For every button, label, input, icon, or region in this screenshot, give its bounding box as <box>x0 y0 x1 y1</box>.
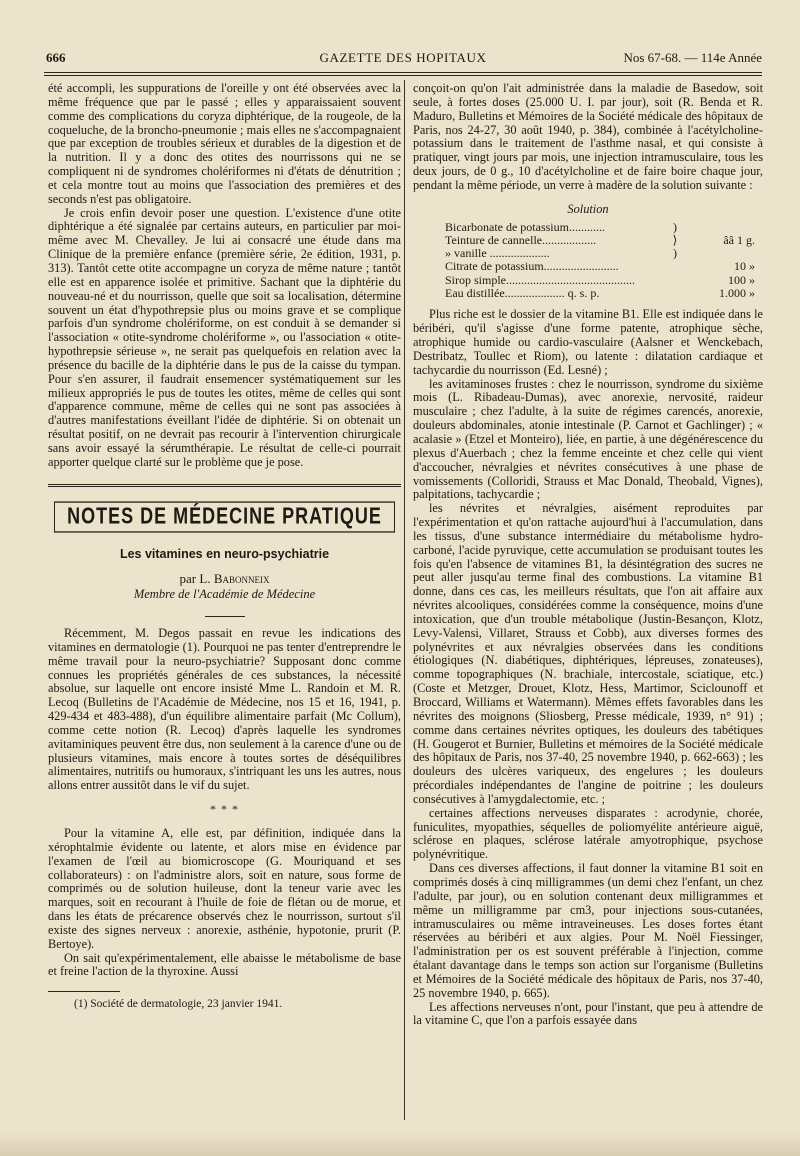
solution-row <box>445 247 755 260</box>
left-column <box>48 82 401 1011</box>
ingredient-name: » vanille .................... <box>445 246 550 261</box>
paragraph: On sait qu'expérimentalement, elle abaisse le métabolisme de base et freine l'action de la thyroxine. Aussi <box>48 950 401 979</box>
page-edge <box>0 1132 800 1156</box>
author-name: Babonneix <box>213 571 270 587</box>
header-rule <box>44 72 762 73</box>
paragraph: certaines affections nerveuses disparates : acrodynie, chorée, funiculites, myopathies, séquelles de poliomyélite antérieure aiguë, sclérose en plaques, sclérose latérale amyotrophique, psychose polynévritique. <box>413 805 763 862</box>
ingredient-quantity <box>681 247 755 260</box>
header-rule-2 <box>44 75 762 76</box>
solution-row <box>445 287 755 300</box>
solution-row <box>445 221 755 234</box>
ingredient-name: Teinture de cannelle.................. <box>445 232 597 247</box>
paragraph: Plus riche est le dossier de la vitamine B1. Elle est indiquée dans le béribéri, qu'il s'agisse d'une forme patente, atrophique sèche, atrophique humide ou cardio-vasculaire (Aalsner et Wenckebach, Destribatz, Toullec et Riom), ou latente : dilatation cardiaque et tachycardie du nourrisson (Ed. Lesné) ; <box>413 307 763 377</box>
solution-row <box>445 234 755 247</box>
ingredient-quantity: ââ 1 g. <box>723 232 755 247</box>
ingredient-quantity: 10 » <box>734 259 755 274</box>
paragraph: Je crois enfin devoir poser une question. L'existence d'une otite diphtérique a été signalée par certains auteurs, en particulier par moi-même avec M. Chevalley. Je lui ai consacré une étude dans ma Clinique de la première enfance (première série, 2e édition, 1931, p. 313). Tantôt cette otite accompagne un coryza de même nature ; tantôt elle est en apparence isolée et primitive. Sachant que la diphtérie du nouveau-né et du nourrisson, quelle que soit sa localisation, détermine souvent un état d'hypothrepsie plus ou moins grave et se complique parfois d'un syndrome cholériforme, on est conduit à se demander si l'association « otite-syndrome cholériforme », ou l'association « otite-hypothrepsie sérieuse », ne serait pas quelquefois en relation avec la présence du bacille de la diphtérie dans le pus de la caisse du tympan. Pour s'en assurer, il faudrait ensemencer systématiquement sur les milieux appropriés le pus de toutes les otites, même de celles qui sont d'apparence commune, même de celles qui ne sont pas associées à d'autres manifestations éveillant l'idée de diphtérie. Si on obtenait un résultat positif, on ne devrait pas recourir à l'intervention chirurgicale sans avoir essayé la sérumthérapie. Le résultat de celle-ci pourrait apporter quelque clarté sur le problème que je pose. <box>48 205 401 469</box>
article-title: Les vitamines en neuro-psychiatrie <box>119 547 330 562</box>
paragraph: les avitaminoses frustes : chez le nourrisson, syndrome du sixième mois (L. Ribadeau-Dumas), avec anorexie, nervosité, raideur musculaire ; chez l'adulte, à la suite de régimes carencés, anorexie, douleurs abdominales, atonie intestinale (P. Carnot et Gachlinger) ; « acalasie » (Etzel et Monteiro), liée, en partie, à une dégénérescence du plexus d'Auerbach ; chez la femme enceinte et chez celle qui vient d'accoucher, névralgies et névrites consécutives à une phase de vomissements (Colloridi, Strauss et Mac Donald, Theobald, Vignes), palpitations, tachycardie ; <box>413 376 763 502</box>
paragraph: conçoit-on qu'on l'ait administrée dans la maladie de Basedow, soit seule, à fortes doses (25.000 U. I. par jour), soit (R. Benda et R. Maduro, Bulletins et Mémoires de la Société médicale des hôpitaux de Paris, nos 24-27, 30 août 1940, p. 384), combinée à l'acétylcholine-potassium dans le traitement de l'asthme nasal, et qui consiste à pratiquer, vingt jours par mois, une injection intramusculaire, tous les deux jours, de 0 g., 10 d'acétylcholine et de faire boire chaque jour, pendant la même période, un verre à madère de la solution suivante : <box>413 81 763 192</box>
ingredient-quantity <box>681 221 755 234</box>
page-header <box>44 48 762 70</box>
paragraph: Pour la vitamine A, elle est, par définition, indiquée dans la xérophtalmie évidente ou latente, et alors mise en évidence par l'examen de l'œil au biomicroscope (G. Mouriquand et ses collaborateurs) : on l'administre alors, soit en nature, sous forme de comprimés ou de solution huileuse, dont la teneur varie avec les marques, soit en recourant à l'huile de foie de flétan ou de morue, et dans les états de précarence observés chez le nourrisson, surtout s'il existe des signes nerveux : anorexie, asthénie, hypotonie, prurit (P. Bertoye). <box>48 825 401 951</box>
paragraph: Récemment, M. Degos passait en revue les indications des vitamines en dermatologie (1). Pourquoi ne pas tenter d'entreprendre le même travail pour la neuro-psychiatrie? Supposant donc comme connues les propriétés générales de ces substances, la nécessité absolue, sur laquelle ont encore insisté Mme L. Randoin et M. R. Lecoq (Bulletins de l'Académie de Médecine, nos 15 et 16, 1941, p. 429-434 et 483-488), d'un équilibre alimentaire parfait (Mc Collum), comme cette notion (R. Lecoq) d'après laquelle les syndromes avitaminiques peuvent être dus, non seulement à la carence d'une ou de plusieurs vitamines, mais encore à toutes sortes de déséquilibres alimentaires, nutritifs ou humoraux, s'intriquant les uns les autres, nous allons entrer aussitôt dans le vif du sujet. <box>48 626 401 793</box>
issue-info: Nos 67-68. — 114e Année <box>623 50 762 65</box>
solution-row <box>445 260 755 273</box>
solution-title: Solution <box>567 201 609 216</box>
brace: ⟩ <box>672 232 678 247</box>
paragraph: les névrites et névralgies, aisément reproduites par l'expérimentation et qu'on rattache aujourd'hui à l'accumulation, dans les tissus, d'une substance intermédiaire du métabolisme hydro-carboné, l'acide pyruvique, cette accumulation se produisant toutes les fois qu'en l'absence de vitamines B1, la désintégration des sucres ne peut aller jusqu'au terme final des combustions. La vitamine B1 donne, dans ces cas, les meilleurs résultats, que l'on ait affaire aux névrites alcooliques, considérées comme la conséquence, moins d'une intoxication, que d'un trouble métabolique (Justin-Besançon, Klotz, Levy-Valensi, Villaret, Strauss et Cobb), aux diverses formes des polynévrites et aux névralgies observées dans les conditions étiologiques (N. diabétiques, diphtériques, lépreuses, zonateuses), comme topographiques (N. brachiale, intercostale, sciatique, etc.) (Coste et Metzger, Drouet, Klotz, Hess, Martimor, Sciclounoff et Broccard, Williams et Watermann). Mêmes effets favorables dans les névrites des moignons (Sliosberg, Presse médicale, 1939, n° 91) ; comme dans certaines névrites optiques, les douleurs des tabétiques (H. Gougerot et Burnier, Bulletins et mémoires de la Société médicale des hôpitaux de Paris, nos 37-40, 25 novembre 1940, p. 662-663) ; les douleurs des ulcères variqueux, des engelures ; les douleurs précordiales indépendantes de l'angine de poitrine ; les douleurs consécutives à l'amygdalectomie, etc. ; <box>413 501 763 806</box>
paragraph: Dans ces diverses affections, il faut donner la vitamine B1 soit en comprimés dosés à cinq milligrammes (un demi chez l'enfant, un chez l'adulte, par jour), ou en solution contenant deux milligrammes et même un milligramme par cm3, pour injections sous-cutanées, intramusculaires ou même intraveineuses. Les doses fortes étant réservées au béribéri et aux algies. Pour M. Noël Fiessinger, l'administration per os est souvent préférable à l'injection, comme étalant davantage dans le temps son action sur l'organisme (Bulletins et Mémoires de la Société médicale des hôpitaux de Paris, nos 37-40, 25 novembre 1940, p. 665). <box>413 861 763 1000</box>
right-column <box>413 82 763 1028</box>
page-number: 666 <box>46 50 66 65</box>
footnote-rule <box>48 991 120 992</box>
paragraph: été accompli, les suppurations de l'oreille y ont été observées avec la même fréquence que par le passé ; elles y apparaissaient souvent comme des complications du coryza diphtérique, de la rougeole, de la coqueluche, de la broncho-pneumonie ; mais elles ne s'accompagnaient que par exception de troubles sérieux et durables de la digestion et de la nutrition. Il y a donc des otites des nourrissons qui ne se compliquent ni de syndromes cholériformes ni d'états de dénutrition ; et cela montre tout au moins que l'association des premières et des seconds n'est pas obligatoire. <box>48 81 401 206</box>
asterism: * * * <box>210 802 239 817</box>
ingredient-name: Bicarbonate de potassium............ <box>445 219 605 234</box>
footnote: (1) Société de dermatologie, 23 janvier 1941. <box>74 998 283 1011</box>
brace: ) <box>673 246 677 261</box>
solution-row <box>445 274 755 287</box>
section-divider <box>48 484 401 487</box>
brace: ) <box>673 219 677 234</box>
article-author <box>48 572 401 586</box>
journal-title: GAZETTE DES HOPITAUX <box>319 50 487 65</box>
ingredient-name: Eau distillée.................... q. s. p. <box>445 286 600 301</box>
ingredient-name: Sirop simple........................................... <box>445 272 636 287</box>
brace <box>669 287 681 300</box>
section-title: NOTES DE MÉDECINE PRATIQUE <box>54 501 395 532</box>
short-rule <box>205 616 245 617</box>
paragraph: Les affections nerveuses n'ont, pour l'instant, que peu à attendre de la vitamine C, que l'on a parfois essayée dans <box>413 999 763 1028</box>
author-affiliation: Membre de l'Académie de Médecine <box>133 587 316 602</box>
ingredient-name: Citrate de potassium......................... <box>445 259 619 274</box>
solution-table <box>445 221 755 301</box>
ingredient-quantity: 1.000 » <box>719 286 755 301</box>
ingredient-quantity: 100 » <box>728 272 755 287</box>
author-prefix: par L. <box>179 571 214 587</box>
brace <box>669 260 681 273</box>
brace <box>669 274 681 287</box>
column-divider <box>404 80 405 1120</box>
